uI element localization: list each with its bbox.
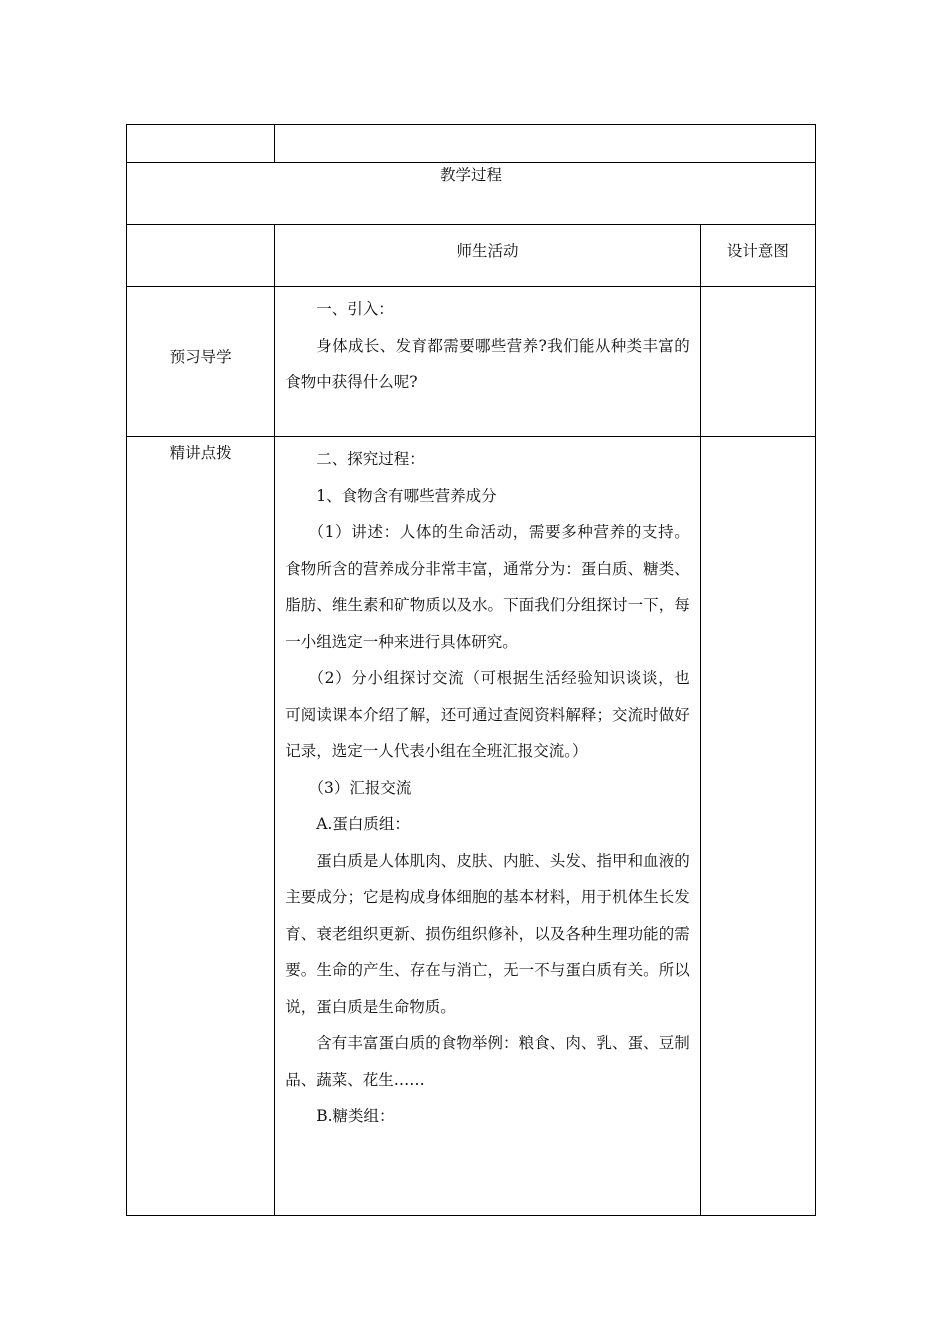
table-row-preview: [127, 287, 816, 437]
paragraph: 一、引入：: [316, 300, 394, 318]
paragraph: B.糖类组：: [316, 1107, 395, 1125]
header-intent-label: 设计意图: [726, 242, 789, 260]
header-cell-activity: [275, 225, 701, 287]
paragraph: 含有丰富蛋白质的食物举例：粮食、肉、乳、蛋、豆制品、蔬菜、花生……: [285, 1034, 690, 1089]
stage-label-explain: 精讲点拨: [169, 444, 232, 462]
empty-cell: [127, 125, 275, 163]
table-row-explain: [127, 437, 816, 1216]
paragraph: 身体成长、发育都需要哪些营养?我们能从种类丰富的食物中获得什么呢?: [285, 336, 690, 391]
intent-cell: [700, 287, 815, 437]
paragraph: A.蛋白质组：: [316, 815, 410, 833]
stage-cell: [127, 437, 275, 1216]
paragraph: （1）讲述：人体的生命活动，需要多种营养的支持。食物所含的营养成分非常丰富，通常分为：蛋白质、糖类、脂肪、维生素和矿物质以及水。下面我们分组探讨一下，每一小组选定一种来进行具体研究。: [285, 523, 690, 651]
header-cell-empty: [127, 225, 275, 287]
intent-cell: [700, 437, 815, 1216]
stage-cell: [127, 287, 275, 437]
header-activity-label: 师生活动: [456, 242, 519, 260]
table-row-header: [127, 225, 816, 287]
stage-label-preview: 预习导学: [169, 348, 232, 366]
lesson-plan-table: [126, 124, 816, 1216]
paragraph: 蛋白质是人体肌肉、皮肤、内脏、头发、指甲和血液的主要成分；它是构成身体细胞的基本材料，用于机体生长发育、衰老组织更新、损伤组织修补，以及各种生理功能的需要。生命的产生、存在与消亡，无一不与蛋白质有关。所以说，蛋白质是生命物质。: [285, 851, 690, 1016]
paragraph: 二、探究过程：: [316, 450, 425, 468]
paragraph: （3）汇报交流: [308, 778, 412, 797]
activity-content: [275, 437, 700, 1135]
activity-content: [275, 287, 700, 401]
activity-cell: [275, 287, 701, 437]
paragraph: （2）分小组探讨交流（可根据生活经验知识谈谈，也可阅读课本介绍了解，还可通过查阅资料解释；交流时做好记录，选定一人代表小组在全班汇报交流。）: [285, 669, 690, 760]
paragraph: 1、食物含有哪些营养成分: [316, 486, 497, 505]
header-cell-intent: [700, 225, 815, 287]
section-title: 教学过程: [127, 163, 816, 225]
activity-cell: [275, 437, 701, 1216]
table-row-title: [127, 163, 816, 225]
empty-cell: [275, 125, 816, 163]
table-row-empty: [127, 125, 816, 163]
